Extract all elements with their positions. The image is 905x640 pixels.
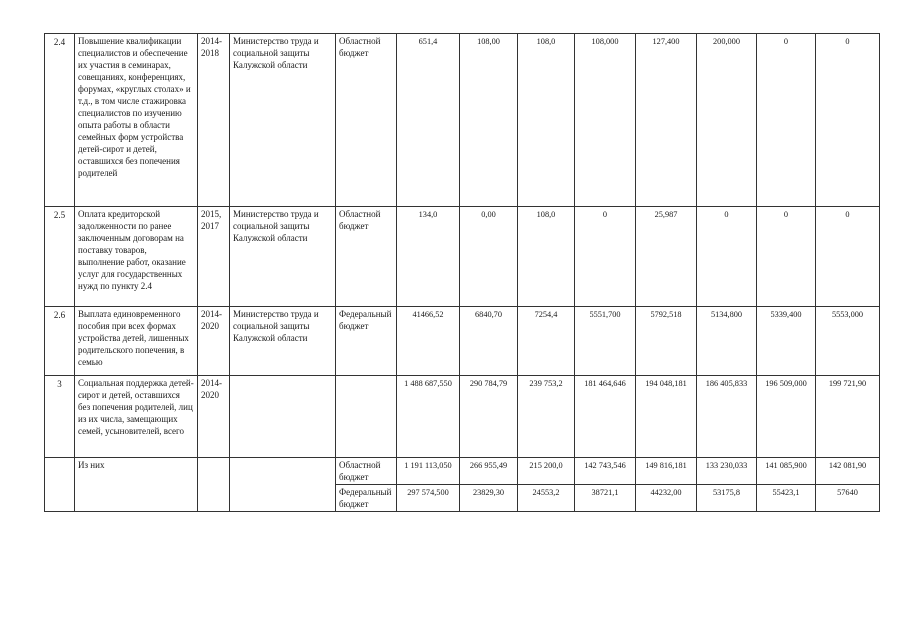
amount-cell: 0 [757,207,816,307]
amount-cell: 55423,1 [757,485,816,512]
amount-cell: 141 085,900 [757,458,816,485]
amount-cell: 108,0 [518,207,575,307]
amount-cell: 108,0 [518,34,575,207]
amount-cell: 41466,52 [397,307,460,376]
funding-source: Федеральный бюджет [336,485,397,512]
amount-cell: 6840,70 [460,307,518,376]
amount-cell: 181 464,646 [575,376,636,458]
row-number: 3 [45,376,75,458]
amount-cell: 134,0 [397,207,460,307]
table-row [45,34,880,207]
table-row [45,458,880,485]
amount-cell: 53175,8 [697,485,757,512]
amount-cell: 266 955,49 [460,458,518,485]
amount-cell: 149 816,181 [636,458,697,485]
amount-cell: 23829,30 [460,485,518,512]
activity-name: Повышение квалификации специалистов и обеспечение их участия в семинарах, совещаниях, конференциях, форумах, «круглых столах» и т.д., в том числе стажировка специалистов по изучению опыта работы в области семейных форм устройства детей-сирот и детей, оставшихся без попечения родителей [75,34,198,207]
amount-cell: 133 230,033 [697,458,757,485]
amount-cell: 1 191 113,050 [397,458,460,485]
amount-cell: 186 405,833 [697,376,757,458]
period-cell: 2014-2020 [198,307,230,376]
amount-cell: 5553,000 [816,307,880,376]
amount-cell: 196 509,000 [757,376,816,458]
funding-source: Федеральный бюджет [336,307,397,376]
row-number [45,458,75,485]
executor-cell [230,485,336,512]
period-cell: 2014-2018 [198,34,230,207]
amount-cell: 5551,700 [575,307,636,376]
amount-cell: 108,000 [575,34,636,207]
period-cell: 2015, 2017 [198,207,230,307]
amount-cell: 108,00 [460,34,518,207]
amount-cell: 194 048,181 [636,376,697,458]
amount-cell: 297 574,500 [397,485,460,512]
executor-cell [230,376,336,458]
activity-name: Выплата единовременного пособия при всех формах устройства детей, лишенных родительского попечения, в семью [75,307,198,376]
row-number [45,485,75,512]
amount-cell: 0 [575,207,636,307]
amount-cell: 0 [697,207,757,307]
amount-cell: 651,4 [397,34,460,207]
amount-cell: 7254,4 [518,307,575,376]
executor-cell [230,458,336,485]
amount-cell: 199 721,90 [816,376,880,458]
table-row [45,376,880,458]
subtotal-label: Из них [75,458,198,485]
empty-cell [75,485,198,512]
program-table [44,33,880,512]
amount-cell: 5792,518 [636,307,697,376]
row-number: 2.6 [45,307,75,376]
funding-source [336,376,397,458]
amount-cell: 1 488 687,550 [397,376,460,458]
table-row [45,207,880,307]
table-row [45,485,880,512]
amount-cell: 127,400 [636,34,697,207]
amount-cell: 0 [816,34,880,207]
activity-name: Социальная поддержка детей-сирот и детей, оставшихся без попечения родителей, лиц из их числа, замещающих семей, усыновителей, всего [75,376,198,458]
funding-source: Областной бюджет [336,458,397,485]
table-body [45,34,880,512]
funding-source: Областной бюджет [336,207,397,307]
amount-cell: 142 081,90 [816,458,880,485]
activity-name: Оплата кредиторской задолженности по ранее заключенным договорам на поставку товаров, выполнение работ, оказание услуг для государственных нужд по пункту 2.4 [75,207,198,307]
period-cell [198,458,230,485]
amount-cell: 5339,400 [757,307,816,376]
amount-cell: 24553,2 [518,485,575,512]
amount-cell: 200,000 [697,34,757,207]
amount-cell: 0,00 [460,207,518,307]
funding-source: Областной бюджет [336,34,397,207]
table-row [45,307,880,376]
amount-cell: 239 753,2 [518,376,575,458]
executor-cell: Министерство труда и социальной защиты Калужской области [230,207,336,307]
amount-cell: 25,987 [636,207,697,307]
executor-cell: Министерство труда и социальной защиты Калужской области [230,307,336,376]
period-cell: 2014-2020 [198,376,230,458]
amount-cell: 44232,00 [636,485,697,512]
amount-cell: 142 743,546 [575,458,636,485]
row-number: 2.4 [45,34,75,207]
amount-cell: 290 784,79 [460,376,518,458]
executor-cell: Министерство труда и социальной защиты Калужской области [230,34,336,207]
amount-cell: 215 200,0 [518,458,575,485]
period-cell [198,485,230,512]
amount-cell: 0 [816,207,880,307]
amount-cell: 57640 [816,485,880,512]
amount-cell: 0 [757,34,816,207]
amount-cell: 38721,1 [575,485,636,512]
row-number: 2.5 [45,207,75,307]
amount-cell: 5134,800 [697,307,757,376]
